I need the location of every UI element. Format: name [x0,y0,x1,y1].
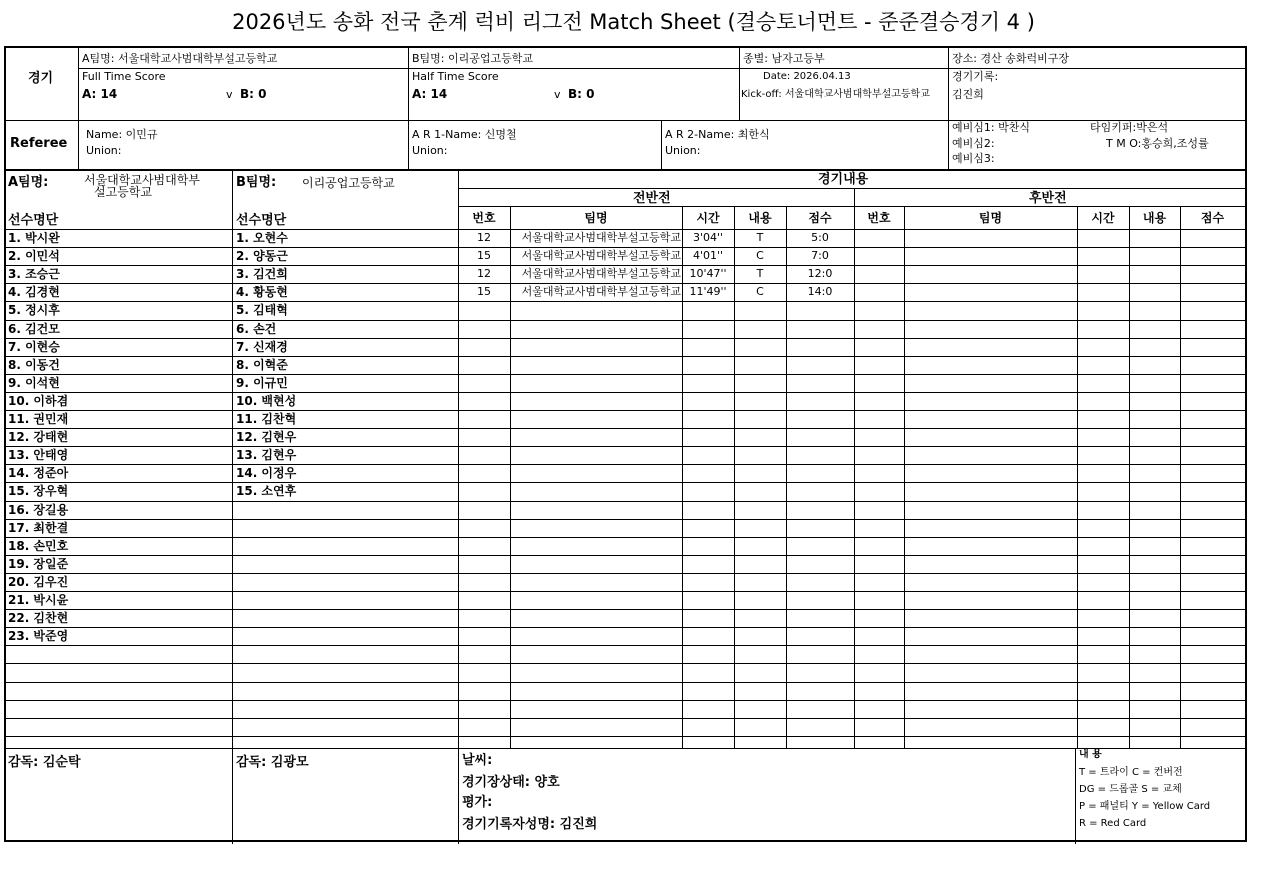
team-a-player: 16. 장길용 [8,503,69,517]
event-team: 서울대학교사범대학부설고등학교 [521,249,681,262]
team-a-player: 10. 이하겸 [8,394,69,408]
referee-name: Name: 이민규 [86,128,158,141]
team-b-player: 1. 오현수 [236,231,288,245]
second-half-event-col-type: 내용 [1142,211,1167,225]
second-half-event-col-time: 시간 [1091,211,1115,225]
team-a-name: 서울대학교사범대학부 설고등학교 [84,173,200,199]
team-b-player: 2. 양동근 [236,249,288,263]
evaluation: 평가: [462,795,493,810]
team-b-player: 9. 이규민 [236,376,288,390]
team-a-label: A팀명: [8,175,49,190]
reserve-referee-1: 예비심1: 박찬식 [952,121,1030,134]
recorder-label: 경기기록: [952,70,999,83]
legend-line-2: DG = 드롭골 S = 교체 [1079,784,1182,795]
legend-line-3: P = 패널티 Y = Yellow Card [1079,801,1211,812]
ar2-union: Union: [665,144,701,157]
match-sheet [4,46,1247,842]
team-a-roster-label: 선수명단 [8,213,59,228]
timekeeper: 타임키퍼:박은석 [1090,121,1169,134]
team-a-player: 17. 최한결 [8,521,69,535]
team-a-player: 19. 장일준 [8,557,69,571]
category: 종별: 남자고등부 [743,52,825,65]
team-b-name: 이리공업고등학교 [302,176,395,190]
event-score: 5:0 [811,231,829,244]
team-b-player: 8. 이혁준 [236,358,288,372]
event-time: 4'01'' [692,249,724,262]
team-a-player: 3. 조승근 [8,267,60,281]
event-score: 7:0 [811,249,829,262]
referee-label: Referee [10,136,68,151]
full-time-score-a: A: 14 [82,87,118,101]
first-half-event-col-time: 시간 [696,211,720,225]
event-team: 서울대학교사범대학부설고등학교 [521,285,681,298]
team-a-player: 14. 정준아 [8,466,69,480]
team-a-player: 20. 김우진 [8,575,69,589]
team-b-player: 15. 소연후 [236,484,297,498]
event-team: 서울대학교사범대학부설고등학교 [521,231,681,244]
event-time: 10'47'' [689,267,727,280]
team-a-player: 11. 권민재 [8,412,69,426]
event-score: 12:0 [807,267,833,280]
event-no: 12 [477,267,491,280]
ar1-union: Union: [412,144,448,157]
team-a-player: 15. 장우혁 [8,484,69,498]
ar2-name: A R 2-Name: 최한식 [665,128,770,141]
team-a-player: 21. 박시윤 [8,593,69,607]
second-half-label: 후반전 [1029,191,1067,206]
recorder-name: 김진희 [952,88,984,101]
full-time-score-b: B: 0 [240,87,267,101]
team-a-player: 9. 이석현 [8,376,60,390]
half-time-score-a: A: 14 [412,87,448,101]
tmo: T M O:홍승희,조성률 [1106,137,1209,150]
event-type: T [756,231,764,244]
events-title: 경기내용 [818,172,869,187]
first-half-event-col-team: 팀명 [584,211,608,225]
venue: 장소: 경산 송화럭비구장 [952,52,1069,65]
team-a-player: 13. 안태영 [8,448,69,462]
reserve-referee-3: 예비심3: [952,152,995,165]
half-time-score-b: B: 0 [568,87,595,101]
team-b-player: 12. 김현우 [236,430,297,444]
full-time-vs: v [226,88,233,101]
event-no: 12 [477,231,491,244]
event-type: T [756,267,764,280]
team-b-player: 11. 김찬혁 [236,412,297,426]
field-condition: 경기장상태: 양호 [462,775,560,790]
team-a-player: 4. 김경현 [8,285,60,299]
header-team-a: A팀명: 서울대학교사범대학부설고등학교 [82,52,278,65]
team-b-player: 10. 백현성 [236,394,297,408]
record-writer: 경기기록자성명: 김진희 [462,817,598,832]
second-half-event-col-team: 팀명 [978,211,1003,225]
team-a-player: 5. 정시후 [8,303,60,317]
team-a-player: 8. 이동건 [8,358,60,372]
legend-line-1: T = 트라이 C = 컨버전 [1079,767,1183,778]
team-a-player: 2. 이민석 [8,249,60,263]
half-time-vs: v [554,88,561,101]
second-half-event-col-score: 점수 [1200,211,1225,225]
team-a-player: 6. 김건모 [8,322,60,336]
match-date: Date: 2026.04.13 [763,71,851,82]
team-a-player: 22. 김찬현 [8,611,69,625]
team-a-player: 18. 손민호 [8,539,69,553]
first-half-label: 전반전 [633,191,671,206]
team-a-player: 7. 이현승 [8,340,60,354]
first-half-event-col-number: 번호 [472,211,496,225]
event-type: C [756,285,764,298]
legend-title: 내 용 [1079,749,1102,760]
event-time: 3'04'' [692,231,724,244]
event-team: 서울대학교사범대학부설고등학교 [521,267,681,280]
weather: 날씨: [462,753,493,768]
team-b-player: 13. 김현우 [236,448,297,462]
half-time-label: Half Time Score [412,70,499,83]
kick-off: Kick-off: 서울대학교사범대학부설고등학교 [741,89,930,100]
first-half-event-col-type: 내용 [748,211,772,225]
header-team-b: B팀명: 이리공업고등학교 [412,52,534,65]
second-half-event-col-number: 번호 [867,211,891,225]
page-title: 2026년도 송화 전국 춘계 럭비 리그전 Match Sheet (결승토너먼트 - 준준결승경기 4 ) [232,10,1035,34]
team-a-player: 23. 박준영 [8,629,69,643]
team-b-player: 4. 황동현 [236,285,288,299]
team-b-roster-label: 선수명단 [236,213,287,228]
event-score: 14:0 [807,285,833,298]
event-type: C [756,249,764,262]
team-a-coach: 감독: 김순탁 [8,755,81,770]
team-a-player: 12. 강태현 [8,430,69,444]
full-time-label: Full Time Score [82,70,166,83]
team-b-coach: 감독: 김광모 [236,755,309,770]
referee-union: Union: [86,144,122,157]
game-label: 경기 [28,71,54,86]
reserve-referee-2: 예비심2: [952,137,995,150]
team-b-player: 3. 김건희 [236,267,288,281]
team-a-player: 1. 박시완 [8,231,60,245]
team-b-player: 7. 신재경 [236,340,288,354]
team-b-player: 5. 김태혁 [236,303,288,317]
team-b-label: B팀명: [236,175,277,190]
team-b-player: 6. 손건 [236,322,277,336]
first-half-event-col-score: 점수 [808,211,832,225]
ar1-name: A R 1-Name: 신명철 [412,128,517,141]
legend-line-4: R = Red Card [1079,818,1147,829]
team-b-player: 14. 이정우 [236,466,297,480]
event-no: 15 [477,249,491,262]
event-no: 15 [477,285,491,298]
event-time: 11'49'' [689,285,727,298]
